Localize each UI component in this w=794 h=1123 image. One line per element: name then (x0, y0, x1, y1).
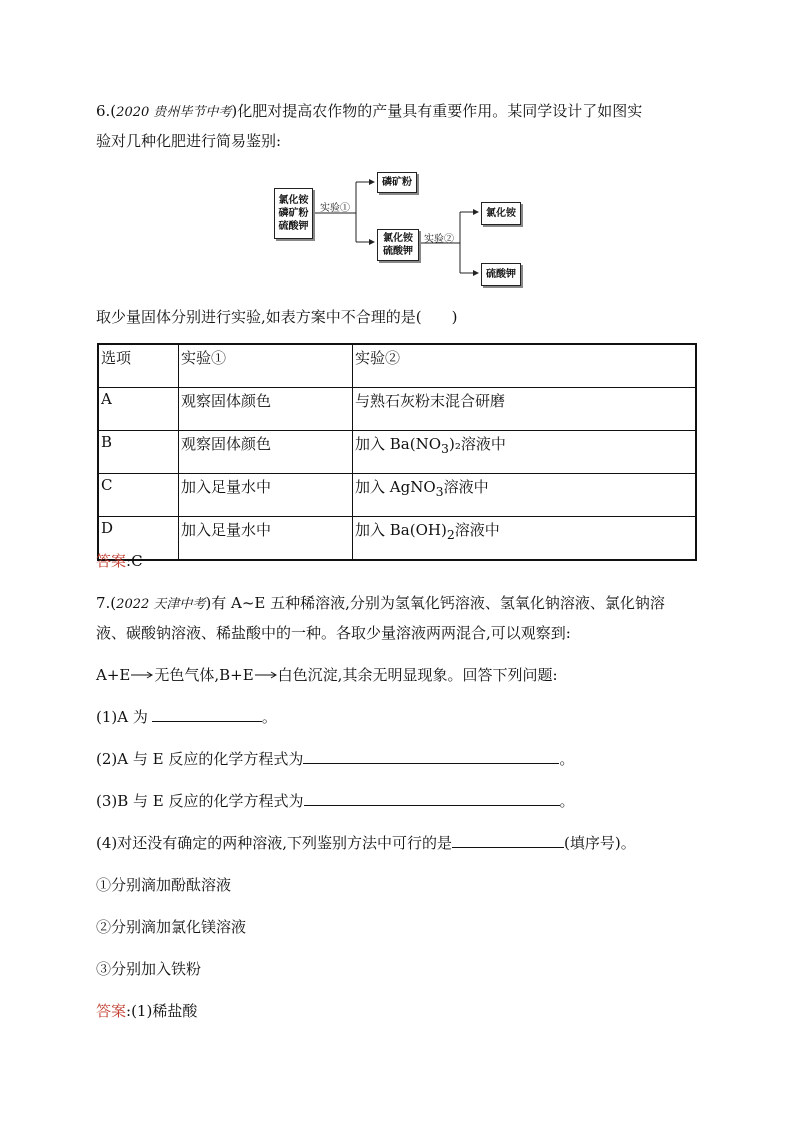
table-header-cell: 选项 (98, 344, 179, 388)
table-header-cell: 实验② (353, 344, 697, 388)
table-cell-exp2 (353, 431, 697, 474)
q7-answer (96, 1001, 197, 1021)
table-cell-exp2 (353, 388, 697, 431)
flow-result1-text: 氯化铵 (486, 208, 516, 219)
part1-blank[interactable] (152, 707, 262, 722)
exp2-text: 加入 AgNO (355, 478, 436, 496)
table-cell-option: B (98, 431, 179, 474)
q6-line2: 验对几种化肥进行简易鉴别: (96, 132, 282, 150)
table-row (98, 474, 696, 517)
q7-part1 (96, 707, 277, 727)
q7-observation (96, 665, 558, 685)
flow-start-line: 硫酸钾 (278, 221, 309, 232)
flow-result1-box (481, 202, 521, 225)
q7-part4 (96, 833, 636, 853)
table-row (98, 517, 696, 561)
table-cell-exp2 (353, 474, 697, 517)
part3-end: 。 (559, 792, 575, 810)
flow-exp1-label: 实验① (320, 203, 350, 214)
table-cell-exp1: 加入足量水中 (179, 517, 353, 561)
part2-text: (2)A 与 E 反应的化学方程式为 (96, 750, 304, 768)
flow-exp2-label: 实验② (424, 234, 454, 245)
part1-end: 。 (261, 708, 277, 726)
exp2-subscript: 3 (441, 441, 449, 456)
answer-label: 答案 (96, 1002, 127, 1020)
exp2-text-end: 溶液中 (454, 521, 500, 539)
q6-line1-text: )化肥对提高农作物的产量具有重要作用。某同学设计了如图实 (231, 102, 643, 120)
options-table (97, 343, 697, 561)
q6-answer (96, 551, 143, 571)
answer-value: :C (126, 552, 143, 570)
flow-start-line: 氯化铵 (278, 195, 309, 206)
flow-top-result-box (377, 172, 417, 193)
arrow-icon (254, 665, 278, 685)
flow-mid-line: 氯化铵 (383, 233, 413, 244)
q7-source: 2022 天津中考 (116, 597, 206, 612)
arrow-icon (130, 665, 154, 685)
table-cell-exp1: 观察固体颜色 (179, 388, 353, 431)
flow-result2-text: 硫酸钾 (486, 269, 516, 280)
exp2-text-end: 溶液中 (443, 478, 489, 496)
answer-label: 答案 (96, 552, 127, 570)
flow-start-box (274, 188, 313, 239)
obs-rest: 白色沉淀,其余无明显现象。回答下列问题: (277, 666, 558, 684)
table-cell-option: A (98, 388, 179, 431)
flow-result2-box (481, 263, 521, 286)
q7-part3 (96, 791, 575, 811)
flow-start-line: 磷矿粉 (278, 208, 309, 219)
part4-blank[interactable] (452, 833, 564, 848)
table-row (98, 431, 696, 474)
table-cell-exp1: 观察固体颜色 (179, 431, 353, 474)
flow-top-result-text: 磷矿粉 (382, 177, 412, 188)
part1-text: (1)A 为 (96, 708, 148, 726)
obs-reaction-2: 无色气体,B+E (154, 666, 254, 684)
table-cell-exp2 (353, 517, 697, 561)
exp2-text: 加入 Ba(OH) (355, 521, 447, 539)
q6-number: 6.( (96, 102, 117, 120)
q7-option1: ①分别滴加酚酞溶液 (96, 876, 232, 894)
q6-source: 2020 贵州毕节中考 (116, 105, 232, 120)
q7-part2 (96, 749, 574, 769)
part3-text: (3)B 与 E 反应的化学方程式为 (96, 792, 304, 810)
table-header-row (98, 344, 696, 388)
part3-blank[interactable] (304, 791, 560, 806)
part4-text: (4)对还没有确定的两种溶液,下列鉴别方法中可行的是 (96, 834, 453, 852)
q7-number: 7.( (96, 594, 117, 612)
part2-blank[interactable] (303, 749, 559, 764)
q7-line2: 液、碳酸钠溶液、稀盐酸中的一种。各取少量溶液两两混合,可以观察到: (96, 624, 571, 642)
answer-value: :(1)稀盐酸 (126, 1002, 198, 1020)
q7-option2: ②分别滴加氯化镁溶液 (96, 918, 247, 936)
exp2-text: 与熟石灰粉末混合研磨 (355, 392, 506, 410)
table-row (98, 388, 696, 431)
exp2-text-end: )₂溶液中 (448, 435, 506, 453)
q7-line1-text: )有 A~E 五种稀溶液,分别为氢氧化钙溶液、氢氧化钠溶液、氯化钠溶 (205, 594, 665, 612)
part2-end: 。 (559, 750, 575, 768)
q6-prompt: 取少量固体分别进行实验,如表方案中不合理的是( ) (96, 308, 458, 326)
q7-option3: ③分别加入铁粉 (96, 960, 202, 978)
exp2-subscript: 3 (435, 484, 444, 499)
table-header-cell: 实验① (179, 344, 353, 388)
obs-reaction-1: A+E (96, 666, 131, 684)
exp2-text: 加入 Ba(NO (355, 435, 442, 453)
q7-line1 (96, 593, 665, 615)
exp2-subscript: 2 (446, 527, 455, 542)
flow-mid-line: 硫酸钾 (383, 246, 413, 257)
flow-mid-box (377, 229, 419, 261)
part4-end: (填序号)。 (564, 834, 636, 852)
table-cell-option: C (98, 474, 179, 517)
table-cell-option: D (98, 517, 179, 561)
table-cell-exp1: 加入足量水中 (179, 474, 353, 517)
